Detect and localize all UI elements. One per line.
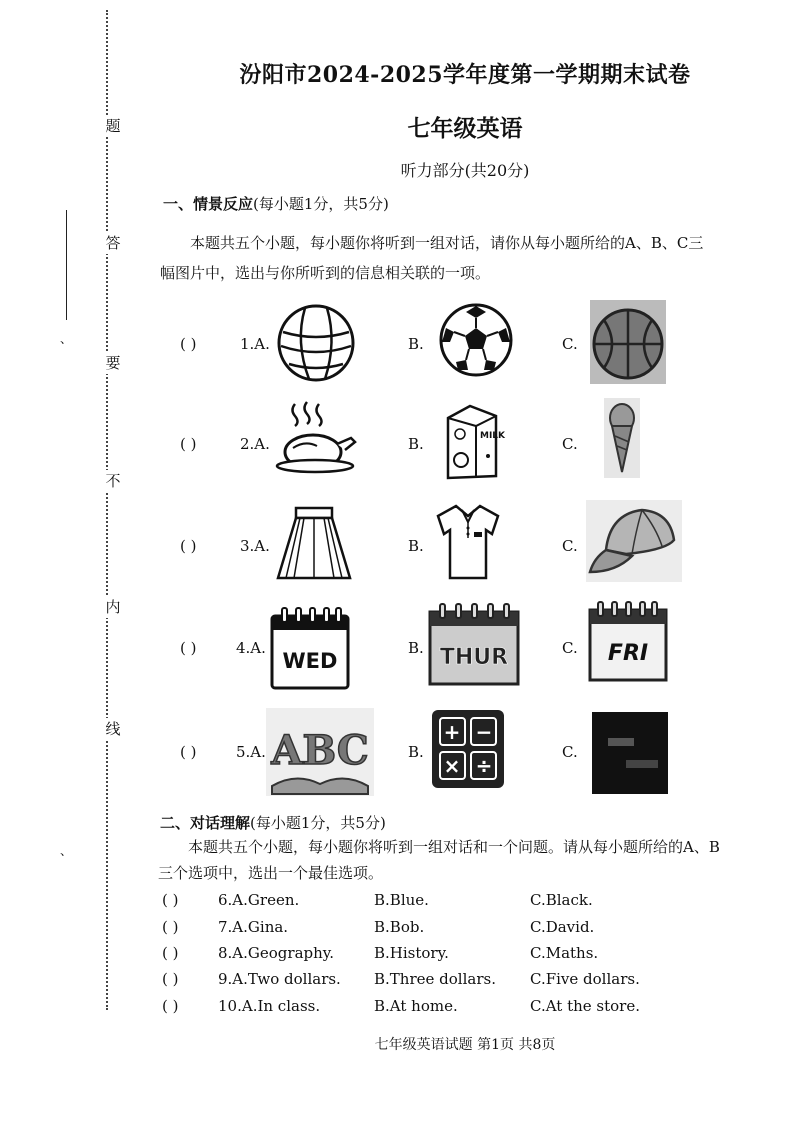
answer-blank[interactable]: ( ) (162, 944, 179, 962)
exam-subtitle: 七年级英语 (407, 115, 523, 142)
option-b: B.At home. (374, 997, 458, 1015)
abc-book-icon (266, 708, 374, 796)
section1-score: (每小题1分，共5分) (253, 195, 389, 213)
option-c: C.Five dollars. (530, 970, 640, 988)
answer-blank[interactable]: ( ) (162, 970, 179, 988)
option-b: B.Bob. (374, 918, 425, 936)
cap-icon (586, 500, 682, 582)
section1-title: 一、情景反应 (163, 195, 254, 213)
question-row-5 (0, 706, 794, 796)
option-a: 10.A.In class. (218, 997, 321, 1015)
calculator-icon (430, 708, 506, 790)
option-b: B.History. (374, 944, 449, 962)
answer-blank[interactable]: ( ) (180, 743, 197, 761)
option-a: 7.A.Gina. (218, 918, 289, 936)
option-c: C.At the store. (530, 997, 640, 1015)
calendar-day: THUR (439, 645, 509, 670)
option-label: C. (562, 435, 578, 453)
abc-text: ABC (271, 727, 369, 774)
option-b: B.Three dollars. (374, 970, 496, 988)
answer-blank[interactable]: ( ) (162, 918, 179, 936)
soccer-ball-icon (438, 302, 514, 378)
calendar-icon (588, 602, 668, 682)
option-label: 3.A. (240, 537, 270, 555)
calendar-day: WED (282, 649, 338, 673)
question-row-1 (0, 298, 794, 388)
section2-heading (160, 812, 386, 833)
option-label: B. (408, 335, 424, 353)
dark-board-icon (592, 712, 668, 794)
option-label: B. (408, 537, 424, 555)
calc-symbol: − (475, 720, 493, 744)
section1-heading (163, 193, 389, 214)
calc-symbol: × (443, 754, 461, 778)
option-label: C. (562, 537, 578, 555)
skirt-icon (272, 504, 356, 584)
question-row-2 (0, 398, 794, 488)
answer-blank[interactable]: ( ) (162, 997, 179, 1015)
basketball-icon (590, 300, 666, 384)
option-label: C. (562, 335, 578, 353)
answer-blank[interactable]: ( ) (180, 435, 197, 453)
calendar-icon (270, 606, 350, 690)
ice-cream-icon (604, 398, 640, 478)
option-label: B. (408, 435, 424, 453)
instruction-line: 三个选项中，选出一个最佳选项。 (158, 864, 384, 882)
instruction-line: 本题共五个小题，每小题你将听到一组对话，请你从每小题所给的A、B、C三 (190, 234, 704, 252)
answer-blank[interactable]: ( ) (162, 891, 179, 909)
margin-mark: 、 (60, 844, 73, 858)
binding-char: 不 (98, 470, 128, 492)
option-c: C.Maths. (530, 944, 599, 962)
part-heading: 听力部分(共20分) (400, 161, 530, 180)
binding-char: 要 (98, 352, 128, 374)
calc-symbol: ÷ (475, 754, 493, 778)
option-label: C. (562, 743, 578, 761)
volleyball-icon (275, 302, 357, 384)
option-c: C.David. (530, 918, 595, 936)
calc-symbol: + (443, 720, 461, 744)
option-a: 6.A.Green. (218, 891, 300, 909)
exam-title: 汾阳市2024-2025学年度第一学期期末试卷 (239, 62, 691, 88)
binding-char: 答 (98, 232, 128, 254)
polo-shirt-icon (436, 502, 500, 582)
option-label: 2.A. (240, 435, 270, 453)
binding-char: 题 (98, 115, 128, 137)
instruction-line: 本题共五个小题，每小题你将听到一组对话和一个问题。请从每小题所给的A、B (188, 838, 720, 856)
section2-instructions (158, 832, 738, 888)
option-b: B.Blue. (374, 891, 429, 909)
question-row-3 (0, 500, 794, 590)
section1-instructions (160, 228, 735, 288)
answer-blank[interactable]: ( ) (180, 537, 197, 555)
answer-blank[interactable]: ( ) (180, 335, 197, 353)
option-label: 5.A. (236, 743, 266, 761)
option-a: 8.A.Geography. (218, 944, 335, 962)
milk-label: MILK (480, 431, 506, 441)
option-c: C.Black. (530, 891, 593, 909)
option-label: 1.A. (240, 335, 270, 353)
section2-title: 二、对话理解 (160, 814, 251, 832)
binding-char: 线 (98, 718, 128, 740)
binding-char: 内 (98, 596, 128, 618)
option-a: 9.A.Two dollars. (218, 970, 341, 988)
option-label: B. (408, 743, 424, 761)
calendar-day: FRI (607, 641, 649, 666)
margin-mark: 、 (60, 332, 73, 346)
section2-score: (每小题1分，共5分) (250, 814, 386, 832)
question-row-4 (0, 602, 794, 692)
instruction-line: 幅图片中，选出与你所听到的信息相关联的一项。 (160, 264, 491, 282)
option-label: C. (562, 639, 578, 657)
option-label: B. (408, 639, 424, 657)
option-label: 4.A. (236, 639, 266, 657)
page-footer: 七年级英语试题 第1页 共8页 (374, 1037, 556, 1053)
roast-chicken-icon (275, 400, 361, 476)
milk-carton-icon (436, 398, 506, 482)
calendar-icon (428, 604, 520, 686)
answer-blank[interactable]: ( ) (180, 639, 197, 657)
